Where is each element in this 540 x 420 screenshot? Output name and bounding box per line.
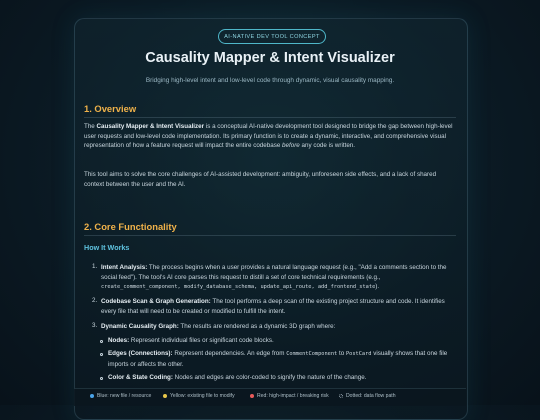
legend-item-yellow: Yellow: existing file to modify	[163, 393, 235, 399]
core-divider	[84, 235, 456, 236]
page-subtitle: Bridging high-level intent and low-level code through dynamic, visual causality mapping.	[145, 77, 395, 84]
core-heading: 2. Core Functionality	[84, 221, 177, 232]
sub-item-edges: Edges (Connections): Represent dependencies. An edge from CommentComponent to PostCard visually shows that one file imports or affects the other.	[108, 350, 448, 368]
legend-swatch-icon	[90, 394, 94, 398]
list-number-3: 3.	[92, 322, 98, 329]
legend-item-blue: Blue: new file / resource	[90, 393, 151, 399]
concept-badge: AI-NATIVE DEV TOOL CONCEPT	[218, 29, 326, 44]
legend-swatch-icon	[163, 394, 167, 398]
page-title: Causality Mapper & Intent Visualizer	[145, 50, 395, 66]
overview-paragraph-2: This tool aims to solve the core challenges of AI-assisted development: ambiguity, unforeseen side effects, and a lack of shared context between the user and the AI.	[84, 171, 437, 188]
overview-divider	[84, 117, 456, 118]
list-number-1: 1.	[92, 263, 98, 270]
list-item-intent-analysis: Intent Analysis: The process begins when a user provides a natural language request (e.g., "Add a comments section to the social feed"). The tool's AI core parses this request to distill a set of core technical requirements (e.g., create_comment_component, modify_database_schema, update_api_route, add_frontend_state).	[101, 264, 447, 291]
legend-swatch-icon	[250, 394, 254, 398]
sub-item-color-coding: Color & State Coding: Nodes and edges are color-coded to signify the nature of the change.	[108, 374, 367, 381]
list-item-causality-graph: Dynamic Causality Graph: The results are rendered as a dynamic 3D graph where:	[101, 323, 336, 330]
list-item-codebase-scan: Codebase Scan & Graph Generation: The tool performs a deep scan of the existing project structure and code. It identifies every file that will need to be created or modified to fulfill the intent.	[101, 298, 445, 315]
bullet-icon	[100, 353, 103, 356]
legend-item-red: Red: high-impact / breaking risk	[250, 393, 329, 399]
sub-item-nodes: Nodes: Represent individual files or significant code blocks.	[108, 337, 274, 344]
list-number-2: 2.	[92, 297, 98, 304]
overview-paragraph-1: The Causality Mapper & Intent Visualizer is a conceptual AI-native development tool designed to bridge the gap between high-level user requests and low-level code implementation. Its primary function is to create a dynamic, interactive, and comprehensive visual representation of how a feature request will impact the entire codebase before any code is written.	[84, 123, 453, 150]
bullet-icon	[100, 377, 103, 380]
how-it-works-heading: How It Works	[84, 243, 130, 252]
bullet-icon	[100, 340, 103, 343]
legend-swatch-icon	[339, 394, 343, 398]
legend-item-dotted: Dotted: data flow path	[339, 393, 396, 399]
overview-heading: 1. Overview	[84, 103, 137, 114]
